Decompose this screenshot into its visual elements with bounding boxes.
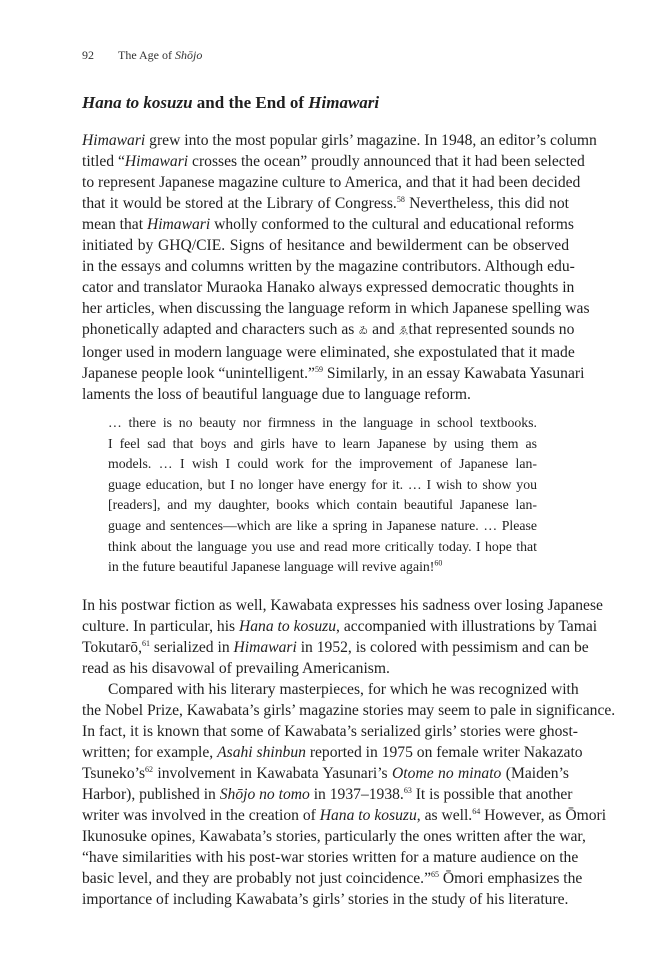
block-quote <box>108 413 537 578</box>
quote-line: think about the language you use and read more critically today. I hope that <box>108 538 537 554</box>
footnote-ref: 60 <box>434 558 443 568</box>
text-line: written; for example, Asahi shinbun reported in 1975 on female writer Nakazato <box>82 744 583 761</box>
text-line: Tokutarō,$^{61}$ serialized in Himawari in 1952, is colored with pessimism and can be <box>82 638 589 656</box>
text-line: “have similarities with his post-war stories written for a mature audience on the <box>82 849 579 866</box>
quote-line: guage education, but I no longer have energy for it. … I wish to show you <box>108 476 537 492</box>
text-line: cator and translator Muraoka Hanako always expressed democratic thoughts in <box>82 279 575 296</box>
running-head <box>82 48 202 63</box>
text-line: that it would be stored at the Library of Congress.$^{58}$ Nevertheless, this did not <box>82 194 569 212</box>
text-line: phonetically adapted and characters such as ゐ and ゑthat represented sounds no <box>82 321 575 338</box>
text-line: importance of including Kawabata’s girls’ stories in the study of his literature. <box>82 891 569 908</box>
footnote-ref: 61 <box>141 638 150 648</box>
section-heading: Hana to kosuzu and the End of Himawari <box>82 93 380 112</box>
text-line: culture. In particular, his Hana to kosuzu, accompanied with illustrations by Tamai <box>82 618 598 635</box>
quote-line: I feel sad that boys and girls have to learn Japanese by using them as <box>108 435 537 451</box>
paragraph-2 <box>82 595 603 679</box>
text-line: her articles, when discussing the language reform in which Japanese spelling was <box>82 300 590 317</box>
footnote-ref: 58 <box>396 194 405 204</box>
text-line: initiated by GHQ/CIE. Signs of hesitance and bewilderment can be observed <box>82 237 569 254</box>
footnote-ref: 59 <box>314 364 323 374</box>
quote-line: models. … I wish I could work for the improvement of Japanese lan- <box>108 456 537 472</box>
text-line: titled “Himawari crosses the ocean” proudly announced that it had been selected <box>82 153 585 170</box>
quote-line: [readers], and my daughter, books which contain beautiful Japanese lan- <box>108 497 537 513</box>
paragraph-3 <box>82 679 616 910</box>
text-line: Compared with his literary masterpieces, for which he was recognized with <box>108 681 579 698</box>
text-line: to represent Japanese magazine culture to America, and that it had been decided <box>82 174 581 191</box>
quote-line: guage and sentences—which are like a spring in Japanese nature. … Please <box>108 517 537 533</box>
footnote-ref: 63 <box>403 785 412 795</box>
quote-line: … there is no beauty nor firmness in the language in school textbooks. <box>108 415 537 430</box>
text-line: mean that Himawari wholly conformed to the cultural and educational reforms <box>82 216 574 233</box>
text-line: writer was involved in the creation of Hana to kosuzu, as well.$^{64}$ However, as Ōmori <box>82 806 607 824</box>
text-line: Ikunosuke opines, Kawabata’s stories, particularly the ones written after the war, <box>82 828 586 845</box>
text-line: In fact, it is known that some of Kawabata’s serialized girls’ stories were ghost- <box>82 723 578 740</box>
text-line: laments the loss of beautiful language due to language reform. <box>82 386 471 403</box>
text-line: In his postwar fiction as well, Kawabata expresses his sadness over losing Japanese <box>82 597 603 614</box>
text-line: in the essays and columns written by the magazine contributors. Although edu- <box>82 258 575 275</box>
text-line: $Tsuneko’s^{62}$ involvement in Kawabata Yasunari’s Otome no minato (Maiden’s <box>82 764 569 782</box>
paragraph-1 <box>82 130 597 405</box>
running-title: The Age of Shōjo <box>118 48 203 62</box>
text-line: Japanese people look “unintelligent.”$^{59}$ Similarly, in an essay Kawabata Yasunari <box>82 364 585 382</box>
footnote-ref: 64 <box>472 806 481 816</box>
page-number: 92 <box>82 48 94 62</box>
text-line: longer used in modern language were eliminated, she expostulated that it made <box>82 344 575 361</box>
text-line: basic level, and they are probably not just coincidence.”$^{65}$ Ōmori emphasizes the <box>82 869 583 887</box>
footnote-ref: 62 <box>145 764 154 774</box>
text-line: the Nobel Prize, Kawabata’s girls’ magazine stories may seem to pale in significance. <box>82 702 616 719</box>
footnote-ref: 65 <box>431 869 439 879</box>
text-line: Harbor), published in Shōjo no tomo in 1937–1938.63 It is possible that another <box>82 785 573 803</box>
kana-glyph: ゑ <box>398 326 409 337</box>
quote-line: in the future beautiful Japanese language will revive again!$^{60}$ <box>108 558 443 575</box>
text-line: read as his disavowal of prevailing Americanism. <box>82 660 390 677</box>
text-line: Himawari grew into the most popular girls’ magazine. In 1948, an editor’s column <box>82 132 597 149</box>
kana-glyph: ゐ <box>358 326 369 337</box>
